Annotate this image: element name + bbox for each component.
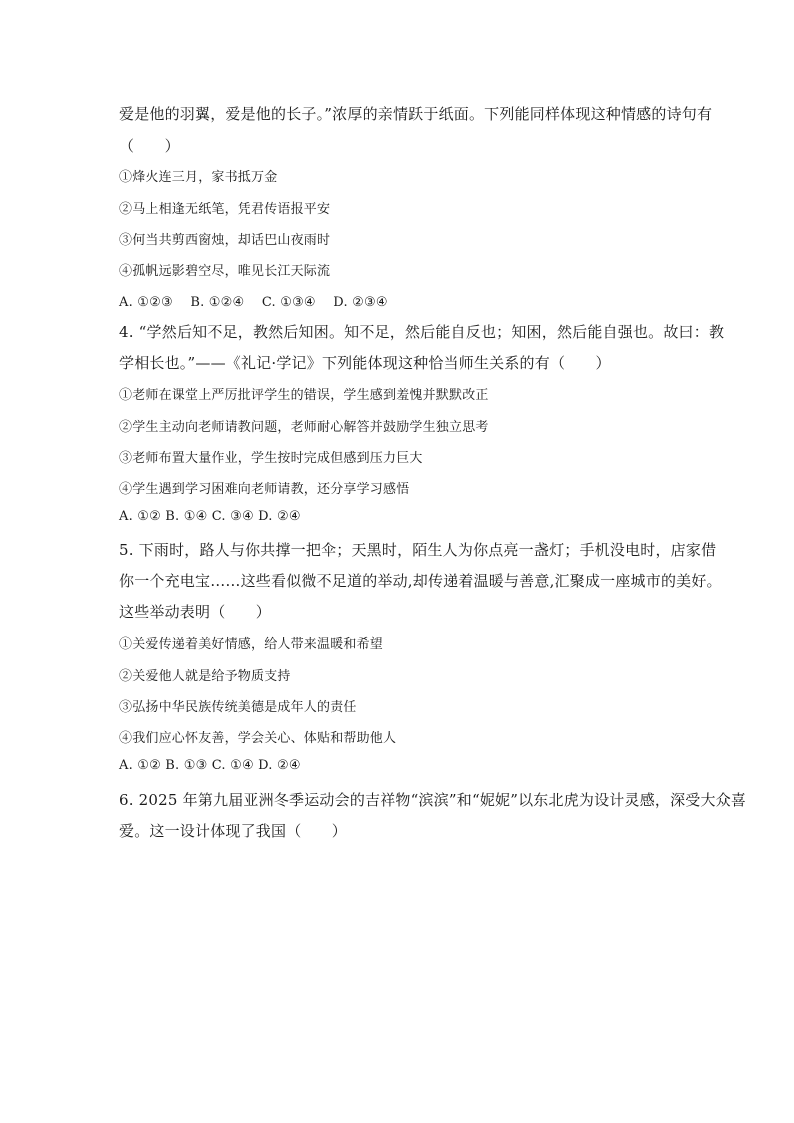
q4-option-1: ①老师在课堂上严厉批评学生的错误，学生感到羞愧并默默改正 [119,388,489,403]
q5-option-3: ③弘扬中华民族传统美德是成年人的责任 [119,700,357,715]
q5-stem-line-1: 5. 下雨时，路人与你共撑一把伞；天黑时，陌生人为你点亮一盏灯；手机没电时，店家借 [119,541,717,559]
q5-choices: A. ①② B. ①③ C. ①④ D. ②④ [119,758,301,773]
q5-option-4: ④我们应心怀友善，学会关心、体贴和帮助他人 [119,731,397,746]
q3-option-4: ④孤帆远影碧空尽，唯见长江天际流 [119,264,331,279]
q3-option-2: ②马上相逢无纸笔，凭君传语报平安 [119,202,331,217]
q5-option-2: ②关爱他人就是给予物质支持 [119,669,291,684]
q5-stem-line-2: 你一个充电宝……这些看似微不足道的举动,却传递着温暖与善意,汇聚成一座城市的美好。 [119,572,722,590]
q4-option-3: ③老师布置大量作业，学生按时完成但感到压力巨大 [119,451,423,466]
q4-stem-line-2: 学相长也。”——《礼记·学记》下列能体现这种恰当师生关系的有（ ） [119,354,611,372]
q3-answer-paren: （ ） [119,137,180,155]
q4-choices: A. ①② B. ①④ C. ③④ D. ②④ [119,509,301,524]
q3-option-1: ①烽火连三月，家书抵万金 [119,170,278,185]
q4-stem-line-1: 4. “学然后知不足，教然后知困。知不足，然后能自反也；知困，然后能自强也。故曰：教 [119,323,725,341]
q4-option-4: ④学生遇到学习困难向老师请教，还分享学习感悟 [119,482,410,497]
q5-stem-line-3: 这些举动表明（ ） [119,603,272,621]
q3-stem-line: 爱是他的羽翼，爱是他的长子。”浓厚的亲情跃于纸面。下列能同样体现这种情感的诗句有 [119,105,713,123]
q3-option-3: ③何当共剪西窗烛，却话巴山夜雨时 [119,233,331,248]
q6-stem-line-2: 爱。这一设计体现了我国（ ） [119,822,348,840]
q4-option-2: ②学生主动向老师请教问题，老师耐心解答并鼓励学生独立思考 [119,420,489,435]
q6-stem-line-1: 6. 2025 年第九届亚洲冬季运动会的吉祥物“滨滨”和“妮妮”以东北虎为设计灵感，深受大众喜 [119,791,747,809]
q5-option-1: ①关爱传递着美好情感，给人带来温暖和希望 [119,637,384,652]
q3-choices: A. ①②③ B. ①②④ C. ①③④ D. ②③④ [119,295,388,310]
